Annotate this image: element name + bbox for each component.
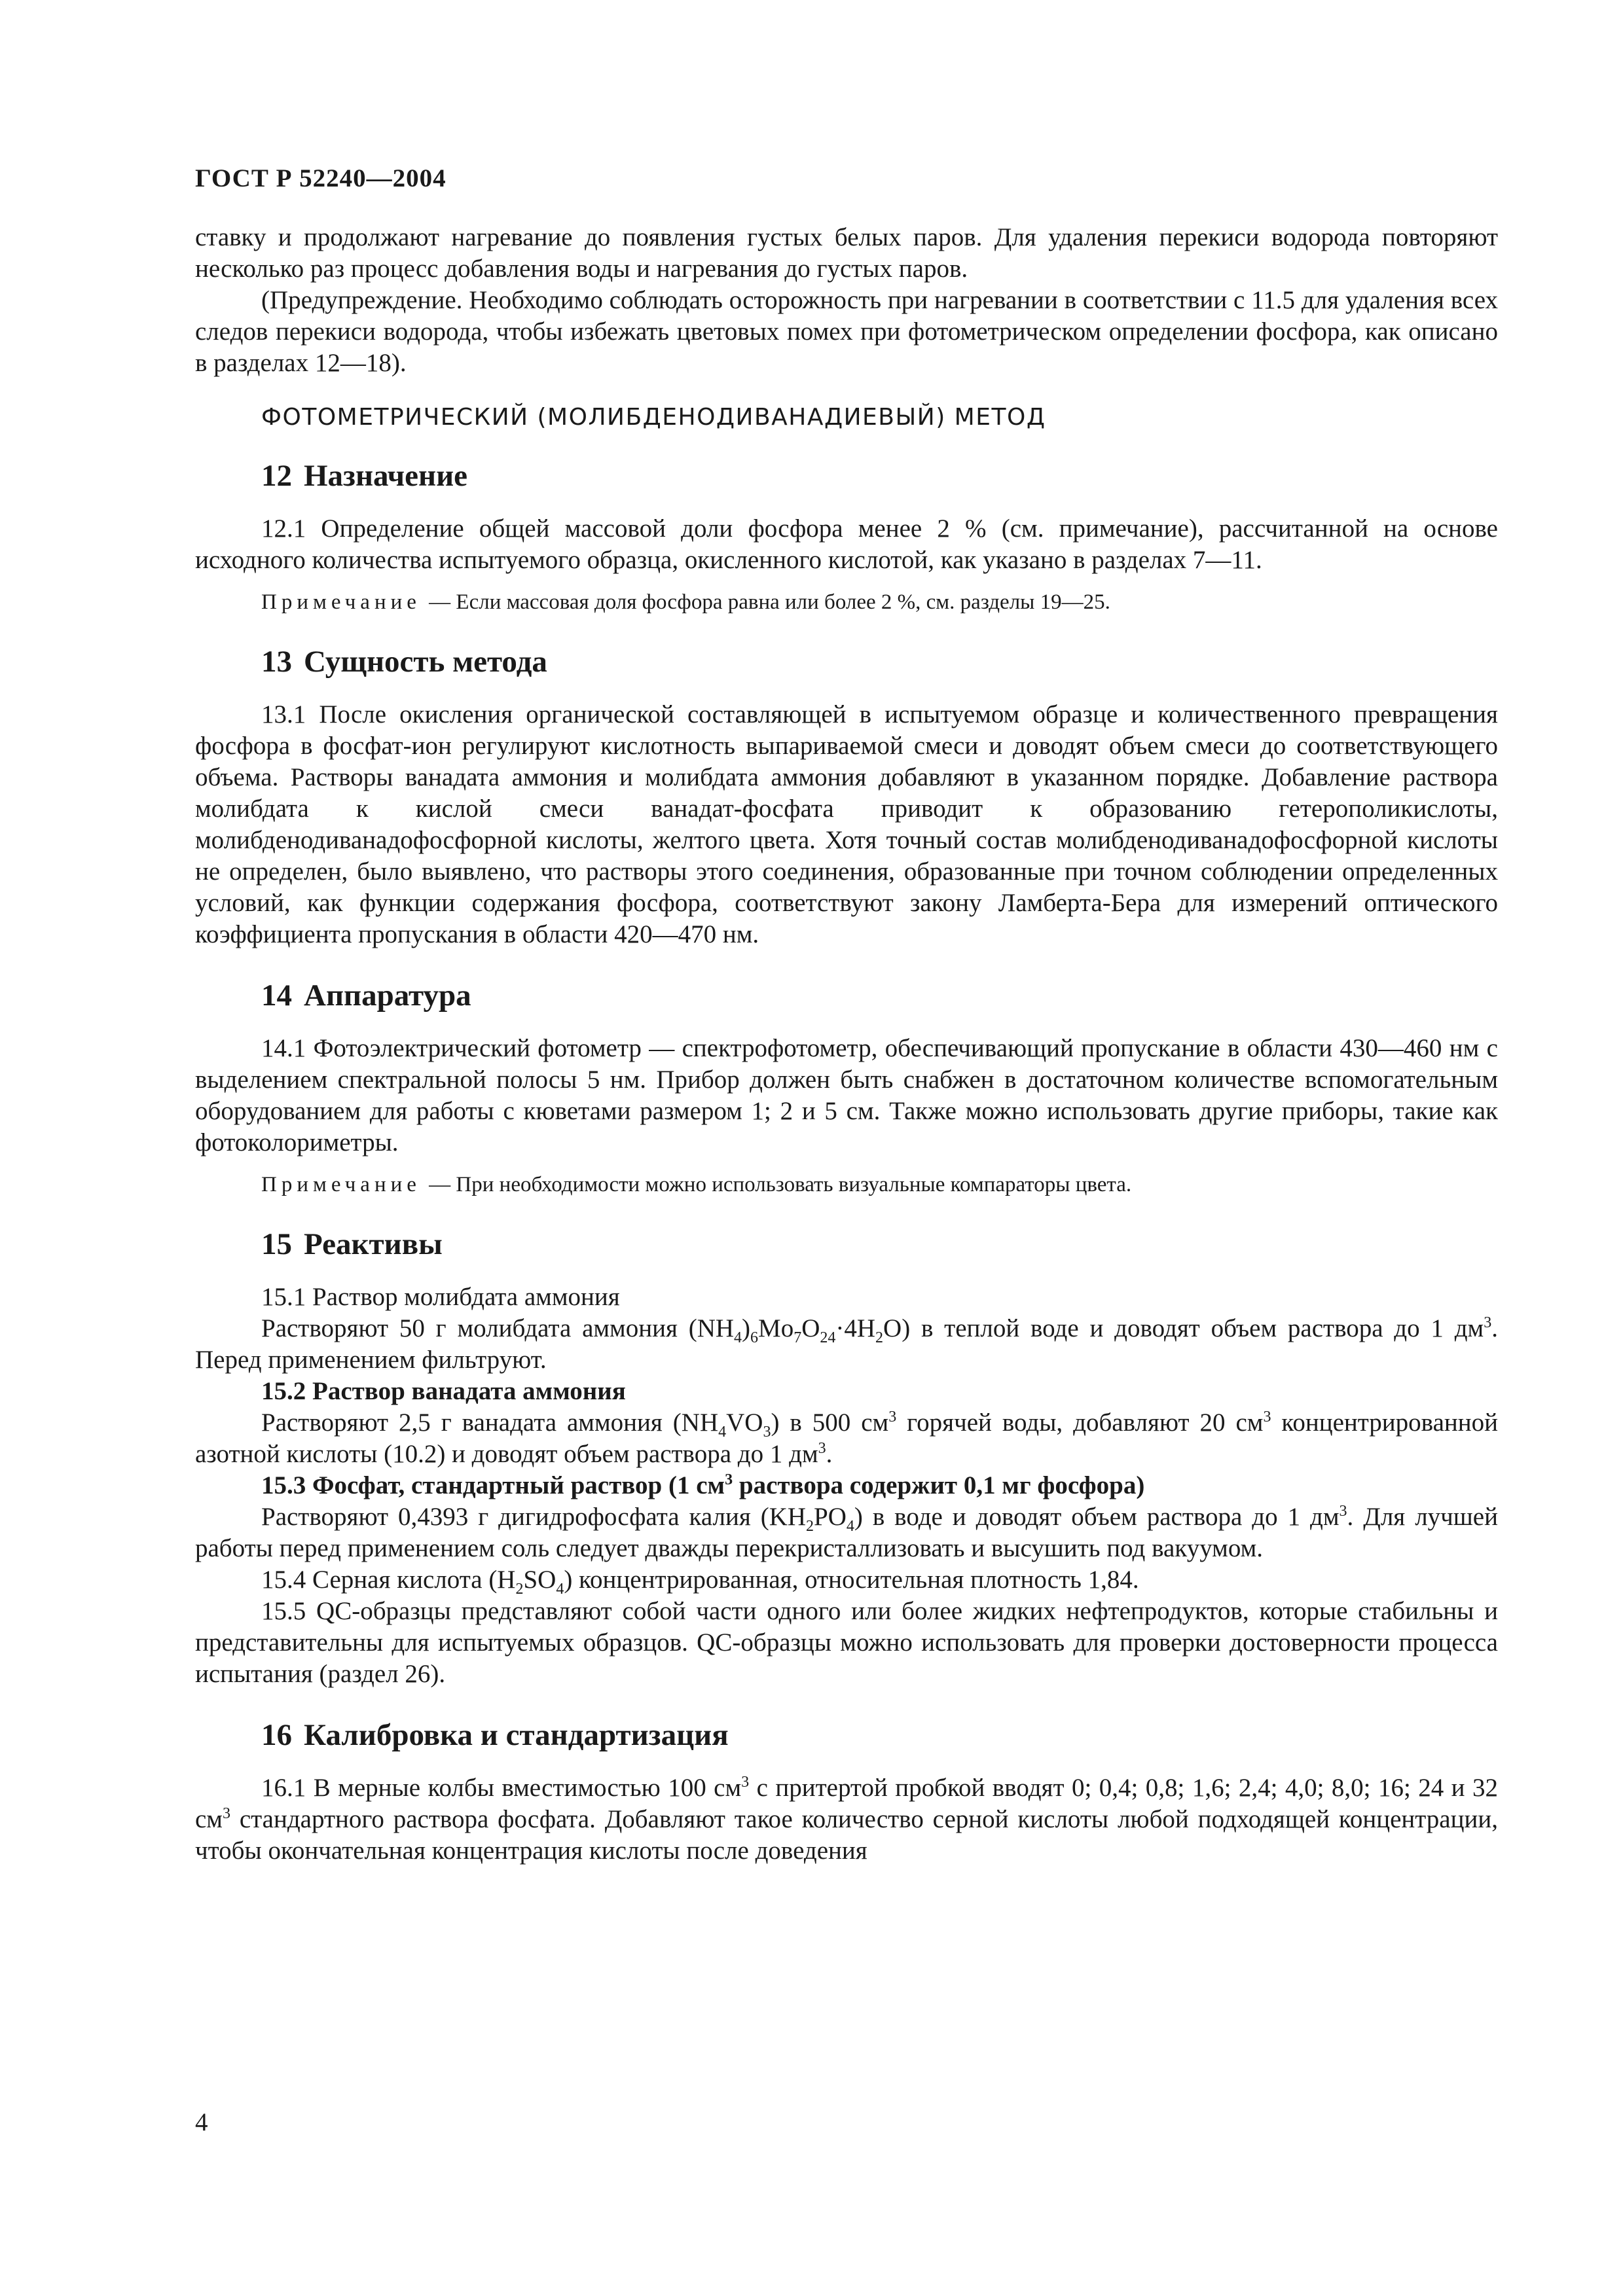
section-13-heading — [261, 644, 1498, 679]
intro-paragraph-1: ставку и продолжают нагревание до появления густых белых паров. Для удаления перекиси водорода повторяют несколько раз процесс добавления воды и нагревания до густых паров. — [195, 223, 1498, 283]
section-16-heading — [261, 1717, 1498, 1753]
section-16-number: 16 — [261, 1718, 292, 1752]
note-text: — Если массовая доля фосфора равна или более 2 %, см. разделы 19—25. — [423, 590, 1110, 614]
item-15-4-text: 15.4 Серная кислота $(H_2SO_4)$ концентрированная, относительная плотность 1,84. — [261, 1566, 1139, 1598]
section-13-paragraph: 13.1 После окисления органической составляющей в испытуемом образце и количественного превращения фосфора в фосфат-ион регулируют кислотность выпариваемой смеси и доводят объем смеси до соответствующего объема. Растворы ванадата аммония и молибдата аммония добавляют в указанном порядке. Добавление раствора молибдата к кислой смеси ванадат-фосфата приводит к образованию гетерополикислоты, молибденодиванадофосфорной кислоты, желтого цвета. Хотя точный состав молибденодиванадофосфорной кислоты не определен, было выявлено, что растворы этого соединения, образованные при точном соблюдении определенных условий, как функции содержания фосфора, соответствуют закону Ламберта-Бера для измерений оптического коэффициента пропускания в области 420—470 нм. — [195, 700, 1498, 948]
item-15-3-text: Растворяют 0,4393 г дигидрофосфата калия $(KH_2PO_4)$ в воде и доводят объем раствора до 1 $дм^3$. Для лучшей работы перед применением соль следует дважды перекристаллизовать и высушить под вакуумом. — [195, 1503, 1498, 1562]
item-15-1-text: Растворяют 50 г молибдата аммония $(NH_4)_6Mo_7O_{24}\cdot 4H_2O$) в теплой воде и доводят объем раствора до 1 $дм^3$. Перед применением фильтруют. — [195, 1314, 1498, 1374]
section-13-number: 13 — [261, 645, 292, 679]
section-16-title: Калибровка и стандартизация — [304, 1718, 729, 1752]
section-14-note — [261, 1170, 1498, 1199]
section-12-title: Назначение — [304, 459, 468, 493]
section-13-title: Сущность метода — [304, 645, 547, 679]
item-15-1-title: 15.1 Раствор молибдата аммония — [261, 1283, 620, 1311]
section-15-heading — [261, 1227, 1498, 1262]
section-15-title: Реактивы — [304, 1227, 443, 1261]
page-number: 4 — [195, 2108, 208, 2136]
section-16-paragraph: 16.1 В мерные колбы вместимостью 100 $см^3$ с притертой пробкой вводят 0; 0,4; 0,8; 1,6; 2,4; 4,0; 8,0; 16; 24 и 32 $см^3$ стандартного раствора фосфата. Добавляют такое количество серной кислоты любой подходящей концентрации, чтобы окончательная концентрация кислоты после доведения — [195, 1774, 1498, 1865]
item-15-2-text: Растворяют 2,5 г ванадата аммония $(NH_4VO_3)$ в 500 $см^3$ горячей воды, добавляют 20 $см^3$ концентрированной азотной кислоты (10.2) и доводят объем раствора до 1 $дм^3$. — [195, 1408, 1499, 1468]
document-page — [195, 164, 1498, 1867]
section-14-paragraph: 14.1 Фотоэлектрический фотометр — спектрофотометр, обеспечивающий пропускание в области 430—460 нм с выделением спектральной полосы 5 нм. Прибор должен быть снабжен в достаточном количестве вспомогательным оборудованием для работы с кюветами размером 1; 2 и 5 см. Также можно использовать другие приборы, такие как фотоколориметры. — [195, 1034, 1498, 1157]
note-text: — При необходимости можно использовать визуальные компараторы цвета. — [423, 1173, 1132, 1196]
item-15-3-title: 15.3 Фосфат, стандартный раствор (1 $см^3$ раствора содержит 0,1 мг фосфора) — [261, 1471, 1145, 1499]
note-label: Примечание — [261, 1173, 421, 1196]
section-14-number: 14 — [261, 978, 292, 1013]
item-15-5-text: 15.5 QC-образцы представляют собой части одного или более жидких нефтепродуктов, которые стабильны и представительны для испытуемых образцов. QC-образцы можно использовать для проверки достоверности процесса испытания (раздел 26). — [195, 1597, 1498, 1688]
section-12-note — [261, 588, 1498, 617]
section-14-title: Аппаратура — [304, 978, 471, 1013]
document-header: ГОСТ Р 52240—2004 — [195, 164, 447, 192]
section-15-number: 15 — [261, 1227, 292, 1261]
section-12-number: 12 — [261, 459, 292, 493]
note-label: Примечание — [261, 590, 421, 614]
section-12-heading — [261, 458, 1498, 493]
section-14-heading — [261, 978, 1498, 1013]
intro-paragraph-2: (Предупреждение. Необходимо соблюдать осторожность при нагревании в соответствии с 11.5 для удаления всех следов перекиси водорода, чтобы избежать цветовых помех при фотометрическом определении фосфора, как описано в разделах 12—18). — [195, 286, 1498, 377]
method-title: ФОТОМЕТРИЧЕСКИЙ (МОЛИБДЕНОДИВАНАДИЕВЫЙ) МЕТОД — [261, 404, 1046, 431]
section-12-paragraph: 12.1 Определение общей массовой доли фосфора менее 2 % (см. примечание), рассчитанной на основе исходного количества испытуемого образца, окисленного кислотой, как указано в разделах 7—11. — [195, 514, 1498, 574]
item-15-2-title: 15.2 Раствор ванадата аммония — [261, 1377, 626, 1405]
